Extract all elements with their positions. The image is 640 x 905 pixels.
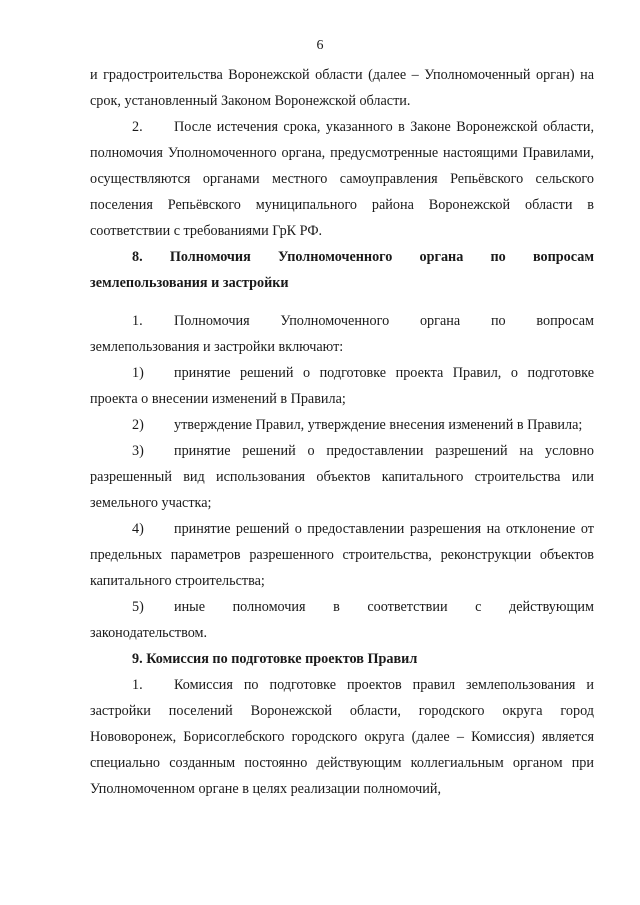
subitem-1 — [90, 360, 594, 412]
item-number: 2) — [132, 417, 144, 433]
paragraph-continuation: и градостроительства Воронежской области (далее – Уполномоченный орган) на срок, установленный Законом Воронежской области. — [90, 67, 594, 109]
page-number: 6 — [316, 38, 324, 53]
item-text: утверждение Правил, утверждение внесения изменений в Правила; — [174, 417, 583, 433]
item-text: принятие решений о подготовке проекта Правил, о подготовке проекта о внесении изменений в Правила; — [90, 365, 594, 407]
item-number: 1. — [132, 677, 143, 693]
item-number: 3) — [132, 443, 144, 459]
item-number: 1. — [132, 313, 143, 329]
item-text: Полномочия Уполномоченного органа по вопросам землепользования и застройки включают: — [90, 313, 594, 355]
item-number: 5) — [132, 599, 144, 615]
item-number: 4) — [132, 521, 144, 537]
paragraph-2 — [90, 114, 594, 244]
subitem-3 — [90, 438, 594, 516]
item-text: иные полномочия в соответствии с действующим законодательством. — [90, 599, 594, 641]
item-text: принятие решений о предоставлении разрешений на условно разрешенный вид использования объектов капитального строительства или земельного участка; — [90, 443, 594, 511]
item-text: Комиссия по подготовке проектов правил землепользования и застройки поселений Воронежской области, городского округа город Нововоронеж, Борисоглебского городского округа (далее – Комиссия) является специально созданным постоянно действующим коллегиальным органом при Уполномоченном органе в целях реализации полномочий, — [90, 677, 594, 797]
section-heading-9: 9. Комиссия по подготовке проектов Правил — [132, 651, 418, 667]
section-heading-8: 8. Полномочия Уполномоченного органа по вопросам землепользования и застройки — [90, 249, 594, 291]
section-9-item-1 — [90, 672, 594, 802]
subitem-4 — [90, 516, 594, 594]
item-text: После истечения срока, указанного в Законе Воронежской области, полномочия Уполномоченного органа, предусмотренные настоящими Правилами, осуществляются органами местного самоуправления Репьёвского сельского поселения Репьёвского муниципального района Воронежской области в соответствии с требованиями ГрК РФ. — [90, 119, 594, 239]
subitem-5 — [90, 594, 594, 646]
subitem-2 — [90, 412, 594, 438]
item-number: 2. — [132, 119, 143, 135]
item-text: принятие решений о предоставлении разрешения на отклонение от предельных параметров разрешенного строительства, реконструкции объектов капитального строительства; — [90, 521, 594, 589]
document-body — [90, 62, 594, 802]
section-8-item-1 — [90, 308, 594, 360]
item-number: 1) — [132, 365, 144, 381]
